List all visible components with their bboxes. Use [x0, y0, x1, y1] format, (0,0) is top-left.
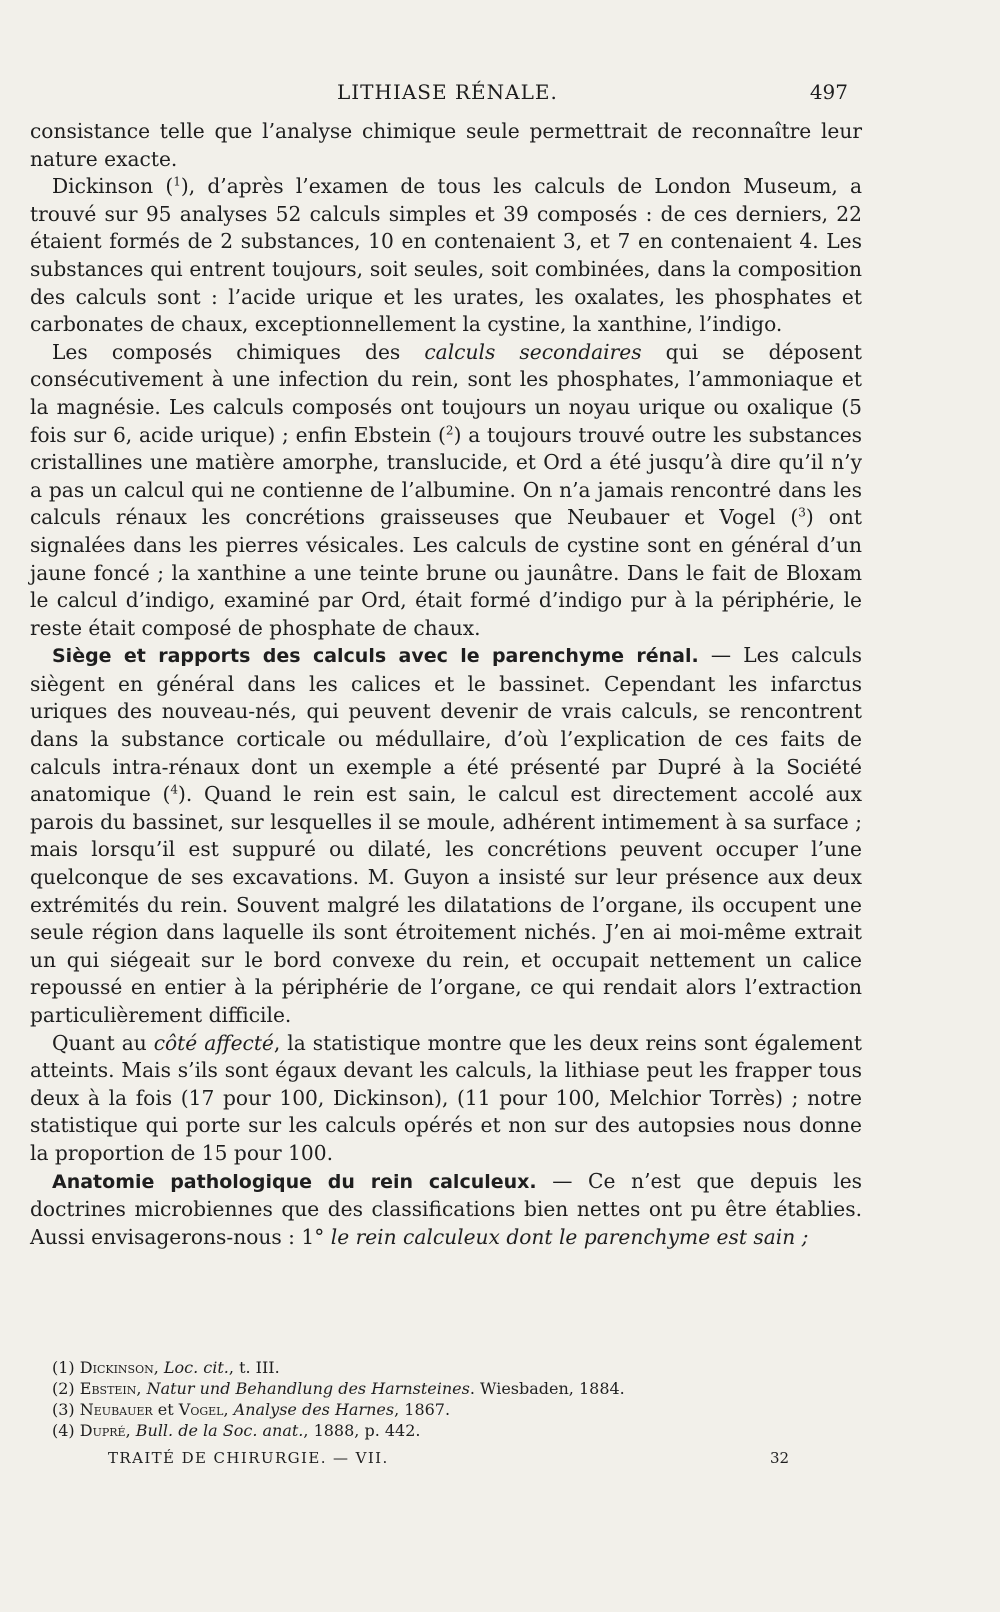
footnote-3: (3) Neubauer et Vogel, Analyse des Harnes, 1867.	[52, 1400, 451, 1419]
body-text	[30, 118, 862, 1251]
footnote-ref-1: 1	[173, 174, 181, 189]
paragraph-5: Quant au côté affecté, la statistique montre que les deux reins sont également atteints. Mais s’ils sont égaux devant les calculs, la lithiase peut les frapper tous deux à la fois (17 pour 100, Dickinson), (11 pour 100, Melchior Torrès) ; notre statistique qui porte sur les calculs opérés et non sur des autopsies nous donne la proportion de 15 pour 100.	[30, 1030, 863, 1165]
paragraph-3: Les composés chimiques des calculs secondaires qui se déposent consécutivement à une infection du rein, sont les phosphates, l’ammoniaque et la magnésie. Les calculs composés ont toujours un noyau urique ou oxalique (5 fois sur 6, acide urique) ; enfin Ebstein ($^2$) a toujours trouvé outre les substances cristallines une matière amorphe, translucide, et Ord a été jusqu’à dire qu’il n’y a pas un calcul qui ne contienne de l’albumine. On n’a jamais rencontré dans les calculs rénaux les concrétions graisseuses que Neubauer et Vogel ($^3$) ont signalées dans les pierres vésicales. Les calculs de cystine sont en général d’un jaune foncé ; la xanthine a une teinte brune ou jaunâtre. Dans le fait de Bloxam le calcul d’indigo, examiné par Ord, était formé d’indigo pur à la périphérie, le reste était composé de phosphate de chaux.	[30, 339, 863, 640]
running-title: LITHIASE RÉNALE.	[337, 80, 558, 104]
footnote-4: (4) Dupré, Bull. de la Soc. anat., 1888, p. 442.	[52, 1421, 421, 1440]
footnote-2: (2) Ebstein, Natur und Behandlung des Harnsteines. Wiesbaden, 1884.	[52, 1379, 625, 1398]
footnote-ref-2: 2	[445, 422, 454, 437]
paragraph-6: Anatomie pathologique du rein calculeux. — Ce n’est que depuis les doctrines microbiennes que des classifications bien nettes ont pu être établies. Aussi envisagerons-nous : 1° le rein calculeux dont le parenchyme est sain ;	[30, 1168, 863, 1249]
book-title-footer: TRAITÉ DE CHIRURGIE. — VII.	[108, 1449, 389, 1467]
page-number: 497	[809, 80, 848, 104]
section-heading-anatomie: Anatomie pathologique du rein calculeux.	[52, 1170, 537, 1193]
paragraph-4: Siège et rapports des calculs avec le parenchyme rénal. — Les calculs siègent en général dans les calices et le bassinet. Cependant les infarctus uriques des nouveau-nés, qui peuvent devenir de vrais calculs, se rencontrent dans la substance corticale ou médullaire, d’où l’explication de ces faits de calculs intra-rénaux dont un exemple a été présenté par Dupré à la Société anatomique ($^4$). Quand le rein est sain, le calcul est directement accolé aux parois du bassinet, sur lesquelles il se moule, adhérent intimement à sa surface ; mais lorsqu’il est suppuré ou dilaté, les concrétions peuvent occuper l’une quelconque de ses excavations. M. Guyon a insisté sur leur présence aux deux extrémités du rein. Souvent malgré les dilatations de l’organe, ils occupent une seule région dans laquelle ils sont étroitement nichés. J’en ai moi-même extrait un qui siégeait sur le bord convexe du rein, et occupait nettement un calice repoussé en entier à la périphérie de l’organe, ce qui rendait alors l’extraction particulièrement difficile.	[30, 643, 862, 1027]
paragraph-2: Dickinson ($^1$), d’après l’examen de tous les calculs de London Museum, a trouvé sur 95 analyses 52 calculs simples et 39 composés : de ces derniers, 22 étaient formés de 2 substances, 10 en contenaient 3, et 7 en contenaient 4. Les substances qui entrent toujours, soit seules, soit combinées, dans la composition des calculs sont : l’acide urique et les urates, les oxalates, les phosphates et carbonates de chaux, exceptionnellement la cystine, la xanthine, l’indigo.	[30, 174, 862, 337]
footnote-ref-3: 3	[798, 505, 806, 520]
paragraph-1: consistance telle que l’analyse chimique seule permettrait de reconnaître leur nature exacte.	[30, 119, 862, 171]
footnote-ref-4: 4	[170, 782, 179, 797]
section-heading-siege: Siège et rapports des calculs avec le parenchyme rénal.	[52, 645, 699, 668]
footnote-1: (1) Dickinson, Loc. cit., t. III.	[52, 1358, 280, 1377]
footnotes	[52, 1357, 832, 1441]
signature-mark: 32	[770, 1449, 790, 1467]
